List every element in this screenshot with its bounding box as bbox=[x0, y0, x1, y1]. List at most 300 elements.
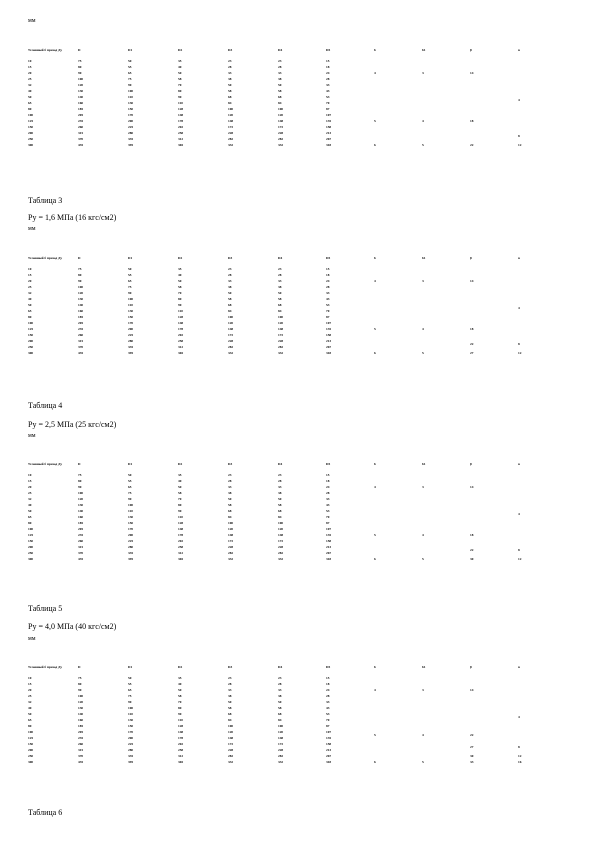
table-cell: 178 bbox=[178, 119, 184, 123]
table-cell: 267 bbox=[326, 551, 332, 555]
table-cell: 43 bbox=[326, 706, 330, 710]
column-header: D5 bbox=[326, 665, 331, 669]
merged-cell-b: 5 bbox=[374, 533, 376, 537]
table-cell: 55 bbox=[128, 273, 132, 277]
table-cell: 250 bbox=[28, 137, 34, 141]
table-cell: 282 bbox=[278, 137, 284, 141]
table-cell: 80 bbox=[28, 724, 32, 728]
column-header: b1 bbox=[422, 256, 426, 260]
table-cell: 53 bbox=[326, 303, 330, 307]
table-cell: 128 bbox=[178, 521, 184, 525]
table-cell: 260 bbox=[78, 539, 84, 543]
table-cell: 87 bbox=[326, 107, 330, 111]
table-cell: 75 bbox=[128, 491, 132, 495]
table-cell: 80 bbox=[78, 273, 82, 277]
table-cell: 135 bbox=[326, 533, 332, 537]
table-cell: 65 bbox=[28, 718, 32, 722]
table-cell: 24 bbox=[326, 71, 330, 75]
table-cell: 50 bbox=[28, 95, 32, 99]
table-cell: 312 bbox=[178, 345, 184, 349]
table-cell: 65 bbox=[128, 279, 132, 283]
table-cell: 10 bbox=[28, 473, 32, 477]
column-header: β bbox=[470, 256, 472, 260]
table-cell: 28 bbox=[278, 65, 282, 69]
table-cell: 24 bbox=[326, 485, 330, 489]
table-cell: 125 bbox=[28, 736, 34, 740]
table-cell: 150 bbox=[128, 724, 134, 728]
merged-cell-beta bbox=[470, 705, 518, 729]
column-header: D2 bbox=[178, 256, 183, 260]
table-cell: 38 bbox=[278, 694, 282, 698]
merged-cell-b bbox=[374, 502, 422, 526]
unit-label: мм bbox=[28, 433, 36, 439]
table-cell: 50 bbox=[28, 509, 32, 513]
table-cell: 20 bbox=[28, 688, 32, 692]
table-cell: 160 bbox=[78, 718, 84, 722]
merged-cell-n bbox=[518, 729, 540, 741]
merged-cell-b bbox=[374, 338, 422, 350]
table-cell: 100 bbox=[228, 724, 234, 728]
table-cell: 172 bbox=[278, 742, 284, 746]
table-cell: 130 bbox=[128, 718, 134, 722]
table-cell: 68 bbox=[278, 509, 282, 513]
column-header: Условный б проход Ду bbox=[28, 256, 63, 260]
table-cell: 120 bbox=[78, 497, 84, 501]
table-cell: 75 bbox=[128, 694, 132, 698]
merged-cell-beta: 18 bbox=[470, 119, 474, 123]
column-header: n bbox=[518, 665, 520, 669]
pressure-rating: Ру = 2,5 МПа (25 кгс/см2) bbox=[28, 420, 117, 429]
table-cell: 100 bbox=[278, 315, 284, 319]
column-header: D bbox=[78, 256, 81, 260]
table-cell: 53 bbox=[326, 509, 330, 513]
column-header: b bbox=[374, 48, 376, 52]
table-cell: 87 bbox=[326, 315, 330, 319]
table-cell: 178 bbox=[178, 327, 184, 331]
table-cell: 228 bbox=[228, 545, 234, 549]
table-cell: 24 bbox=[326, 279, 330, 283]
merged-cell-b bbox=[374, 296, 422, 320]
table-cell: 50 bbox=[278, 700, 282, 704]
table-cell: 135 bbox=[326, 327, 332, 331]
merged-cell-b: 4 bbox=[374, 279, 376, 283]
column-header: Условный б проход Ду bbox=[28, 48, 63, 52]
table-cell: 148 bbox=[228, 119, 234, 123]
table-cell: 205 bbox=[78, 113, 84, 117]
table-cell: 213 bbox=[326, 748, 332, 752]
table-cell: 365 bbox=[178, 557, 184, 561]
table-cell: 28 bbox=[278, 682, 282, 686]
table-cell: 28 bbox=[326, 285, 330, 289]
table-cell: 300 bbox=[28, 143, 34, 147]
table-cell: 130 bbox=[128, 309, 134, 313]
merged-cell-n bbox=[518, 675, 540, 705]
table-cell: 10 bbox=[28, 59, 32, 63]
table-cell: 58 bbox=[178, 491, 182, 495]
table-cell: 120 bbox=[78, 291, 84, 295]
table-cell: 75 bbox=[78, 473, 82, 477]
table-cell: 33 bbox=[278, 688, 282, 692]
table-cell: 225 bbox=[128, 125, 134, 129]
merged-cell-b1 bbox=[422, 741, 470, 753]
table-cell: 100 bbox=[278, 107, 284, 111]
table-cell: 258 bbox=[178, 131, 184, 135]
header-row bbox=[28, 665, 540, 675]
table-cell: 128 bbox=[178, 107, 184, 111]
column-header: D bbox=[78, 665, 81, 669]
merged-cell-n: 8 bbox=[518, 134, 520, 138]
table-cell: 80 bbox=[28, 315, 32, 319]
table-cell: 160 bbox=[78, 101, 84, 105]
merged-cell-b: 4 bbox=[374, 71, 376, 75]
column-header: b bbox=[374, 256, 376, 260]
table-cell: 332 bbox=[228, 760, 234, 764]
column-header: D5 bbox=[326, 48, 331, 52]
table-cell: 24 bbox=[326, 688, 330, 692]
table-cell: 110 bbox=[128, 712, 133, 716]
column-header: n bbox=[518, 256, 520, 260]
table-cell: 68 bbox=[278, 712, 282, 716]
table-cell: 18 bbox=[326, 682, 330, 686]
table-cell: 158 bbox=[326, 539, 332, 543]
merged-cell-n: 12 bbox=[518, 143, 522, 147]
table-cell: 200 bbox=[128, 119, 134, 123]
table-cell: 58 bbox=[228, 89, 232, 93]
table-cell: 65 bbox=[128, 485, 132, 489]
table-cell: 28 bbox=[228, 682, 232, 686]
table-cell: 58 bbox=[278, 297, 282, 301]
table-cell: 90 bbox=[128, 291, 132, 295]
table-cell: 90 bbox=[178, 712, 182, 716]
column-header: D2 bbox=[178, 462, 183, 466]
table-cell: 23 bbox=[278, 267, 282, 271]
table-caption: Таблица 4 bbox=[28, 401, 63, 410]
table-cell: 150 bbox=[128, 107, 134, 111]
column-header: β bbox=[470, 462, 472, 466]
merged-cell-b1 bbox=[422, 130, 470, 142]
table-cell: 150 bbox=[28, 333, 34, 337]
table-cell: 15 bbox=[326, 473, 330, 477]
table-cell: 75 bbox=[128, 77, 132, 81]
table-cell: 50 bbox=[178, 688, 182, 692]
table-cell: 38 bbox=[278, 285, 282, 289]
merged-cell-b1 bbox=[422, 502, 470, 526]
table-cell: 128 bbox=[178, 724, 184, 728]
table-cell: 260 bbox=[78, 333, 84, 337]
table-cell: 25 bbox=[28, 77, 32, 81]
merged-cell-b1 bbox=[422, 544, 470, 556]
merged-cell-b1: 5 bbox=[422, 143, 424, 147]
table-cell: 50 bbox=[178, 279, 182, 283]
table-cell: 435 bbox=[78, 760, 84, 764]
merged-cell-beta: 14 bbox=[470, 688, 474, 692]
table-cell: 202 bbox=[178, 742, 184, 746]
column-header: D5 bbox=[326, 462, 331, 466]
table-cell: 332 bbox=[228, 143, 234, 147]
table-cell: 370 bbox=[78, 551, 84, 555]
table-cell: 50 bbox=[128, 473, 132, 477]
column-header: b1 bbox=[422, 665, 426, 669]
table-cell: 50 bbox=[128, 267, 132, 271]
table-cell: 84 bbox=[278, 309, 282, 313]
table-cell: 130 bbox=[78, 503, 84, 507]
table-cell: 50 bbox=[178, 71, 182, 75]
table-cell: 395 bbox=[128, 557, 134, 561]
table-cell: 40 bbox=[178, 65, 182, 69]
table-cell: 280 bbox=[128, 748, 134, 752]
merged-cell-b1: 4 bbox=[422, 533, 424, 537]
table-cell: 100 bbox=[278, 521, 284, 525]
table-cell: 110 bbox=[128, 95, 133, 99]
table-cell: 205 bbox=[78, 321, 84, 325]
merged-cell-beta: 14 bbox=[470, 279, 474, 283]
table-cell: 50 bbox=[228, 291, 232, 295]
table-cell: 55 bbox=[128, 479, 132, 483]
table-cell: 202 bbox=[178, 539, 184, 543]
table-cell: 84 bbox=[228, 515, 232, 519]
table-cell: 80 bbox=[178, 503, 182, 507]
table-row bbox=[28, 142, 540, 148]
table-cell: 282 bbox=[228, 551, 234, 555]
table-cell: 335 bbox=[128, 137, 134, 141]
merged-cell-n: 4 bbox=[518, 98, 520, 102]
merged-cell-beta: 14 bbox=[470, 485, 474, 489]
table-cell: 160 bbox=[78, 515, 84, 519]
table-cell: 32 bbox=[28, 83, 32, 87]
merged-cell-beta bbox=[470, 130, 518, 142]
table-cell: 135 bbox=[326, 119, 332, 123]
table-cell: 178 bbox=[178, 533, 184, 537]
table-cell: 58 bbox=[278, 503, 282, 507]
column-header: b bbox=[374, 462, 376, 466]
table-cell: 90 bbox=[78, 71, 82, 75]
table-cell: 148 bbox=[228, 533, 234, 537]
column-header: D bbox=[78, 462, 81, 466]
table-cell: 50 bbox=[228, 497, 232, 501]
table-cell: 33 bbox=[326, 291, 330, 295]
merged-cell-n: 4 bbox=[518, 512, 520, 516]
table-cell: 120 bbox=[78, 83, 84, 87]
table-cell: 70 bbox=[326, 718, 330, 722]
table-cell: 213 bbox=[326, 339, 332, 343]
table-cell: 332 bbox=[278, 351, 284, 355]
table-cell: 120 bbox=[278, 321, 284, 325]
table-cell: 100 bbox=[278, 724, 284, 728]
table-cell: 258 bbox=[178, 339, 184, 343]
table-cell: 58 bbox=[178, 285, 182, 289]
unit-label: мм bbox=[28, 636, 36, 642]
table-cell: 80 bbox=[178, 706, 182, 710]
table-cell: 332 bbox=[278, 557, 284, 561]
merged-cell-beta: 22 bbox=[470, 548, 474, 552]
table-cell: 282 bbox=[278, 345, 284, 349]
table-cell: 70 bbox=[178, 291, 182, 295]
table-cell: 75 bbox=[78, 267, 82, 271]
table-cell: 50 bbox=[278, 497, 282, 501]
table-cell: 185 bbox=[78, 724, 84, 728]
table-cell: 28 bbox=[228, 479, 232, 483]
merged-cell-n: 4 bbox=[518, 715, 520, 719]
merged-cell-beta bbox=[470, 88, 518, 112]
merged-cell-b1: 3 bbox=[422, 279, 424, 283]
table-cell: 100 bbox=[28, 527, 34, 531]
table-cell: 70 bbox=[326, 101, 330, 105]
table-cell: 20 bbox=[28, 71, 32, 75]
table-cell: 33 bbox=[228, 485, 232, 489]
table-cell: 80 bbox=[78, 479, 82, 483]
table-cell: 250 bbox=[28, 345, 34, 349]
table-cell: 15 bbox=[28, 65, 32, 69]
merged-cell-b1: 4 bbox=[422, 733, 424, 737]
merged-cell-beta bbox=[470, 502, 518, 526]
table-cell: 178 bbox=[178, 736, 184, 740]
table-cell: 260 bbox=[78, 742, 84, 746]
table-cell: 315 bbox=[78, 748, 84, 752]
table-cell: 120 bbox=[228, 321, 234, 325]
table-cell: 150 bbox=[28, 125, 34, 129]
table-cell: 200 bbox=[28, 748, 34, 752]
table-cell: 25 bbox=[28, 694, 32, 698]
column-header: D1 bbox=[128, 48, 133, 52]
table-cell: 58 bbox=[228, 297, 232, 301]
table-cell: 80 bbox=[178, 89, 182, 93]
table-cell: 225 bbox=[128, 742, 134, 746]
merged-cell-b1: 3 bbox=[422, 71, 424, 75]
merged-cell-b: 5 bbox=[374, 119, 376, 123]
table-cell: 148 bbox=[178, 321, 184, 325]
table-cell: 258 bbox=[178, 545, 184, 549]
merged-cell-b: 6 bbox=[374, 760, 376, 764]
merged-cell-beta: 14 bbox=[470, 71, 474, 75]
table-cell: 35 bbox=[178, 59, 182, 63]
table-cell: 100 bbox=[128, 297, 134, 301]
table-cell: 282 bbox=[278, 754, 284, 758]
table-cell: 395 bbox=[128, 760, 134, 764]
merged-cell-beta: 22 bbox=[470, 342, 474, 346]
column-header: D5 bbox=[326, 256, 331, 260]
table-cell: 365 bbox=[178, 351, 184, 355]
table-cell: 435 bbox=[78, 143, 84, 147]
column-header: n bbox=[518, 48, 520, 52]
merged-cell-b: 4 bbox=[374, 485, 376, 489]
table-cell: 68 bbox=[278, 303, 282, 307]
pressure-rating: Ру = 1,6 МПа (16 кгс/см2) bbox=[28, 213, 117, 222]
table-cell: 40 bbox=[178, 273, 182, 277]
table-cell: 202 bbox=[178, 333, 184, 337]
table-cell: 28 bbox=[326, 77, 330, 81]
merged-cell-b1: 4 bbox=[422, 327, 424, 331]
header-row bbox=[28, 256, 540, 266]
merged-cell-n bbox=[518, 58, 540, 88]
table-cell: 58 bbox=[178, 694, 182, 698]
table-cell: 70 bbox=[326, 309, 330, 313]
table-cell: 228 bbox=[278, 748, 284, 752]
merged-cell-n: 12 bbox=[518, 351, 522, 355]
merged-cell-b1: 4 bbox=[422, 119, 424, 123]
table-cell: 28 bbox=[278, 273, 282, 277]
table-cell: 205 bbox=[78, 730, 84, 734]
merged-cell-n bbox=[518, 266, 540, 296]
table-cell: 170 bbox=[128, 730, 134, 734]
table-cell: 315 bbox=[78, 339, 84, 343]
table-cell: 258 bbox=[178, 748, 184, 752]
table-cell: 213 bbox=[326, 131, 332, 135]
table-cell: 15 bbox=[326, 267, 330, 271]
merged-cell-beta: 33 bbox=[470, 760, 474, 764]
table-cell: 318 bbox=[326, 143, 332, 147]
table-cell: 370 bbox=[78, 345, 84, 349]
table-cell: 43 bbox=[326, 89, 330, 93]
table-cell: 160 bbox=[78, 309, 84, 313]
merged-cell-beta: 30 bbox=[470, 754, 474, 758]
table-cell: 128 bbox=[178, 315, 184, 319]
column-header: D4 bbox=[278, 256, 283, 260]
table-cell: 125 bbox=[28, 327, 34, 331]
table-cell: 148 bbox=[228, 736, 234, 740]
column-header: D4 bbox=[278, 665, 283, 669]
table-cell: 40 bbox=[178, 682, 182, 686]
table-cell: 395 bbox=[128, 143, 134, 147]
table-cell: 100 bbox=[128, 89, 134, 93]
merged-cell-n bbox=[518, 472, 540, 502]
table-cell: 32 bbox=[28, 700, 32, 704]
table-cell: 23 bbox=[228, 267, 232, 271]
table-row bbox=[28, 759, 540, 765]
table-cell: 50 bbox=[228, 700, 232, 704]
merged-cell-b1: 5 bbox=[422, 351, 424, 355]
merged-cell-beta: 22 bbox=[470, 143, 474, 147]
table-cell: 32 bbox=[28, 291, 32, 295]
table-cell: 28 bbox=[326, 491, 330, 495]
table-cell: 100 bbox=[78, 285, 84, 289]
table-cell: 150 bbox=[28, 742, 34, 746]
table-cell: 80 bbox=[28, 107, 32, 111]
table-cell: 107 bbox=[326, 113, 332, 117]
merged-cell-n: 8 bbox=[518, 548, 520, 552]
table-cell: 125 bbox=[28, 533, 34, 537]
table-cell: 80 bbox=[78, 65, 82, 69]
table-cell: 100 bbox=[128, 706, 134, 710]
table-cell: 120 bbox=[228, 113, 234, 117]
table-cell: 312 bbox=[178, 754, 184, 758]
table-cell: 38 bbox=[228, 77, 232, 81]
column-header: β bbox=[470, 48, 472, 52]
table-cell: 65 bbox=[28, 309, 32, 313]
table-cell: 28 bbox=[228, 65, 232, 69]
table-cell: 32 bbox=[28, 497, 32, 501]
table-cell: 28 bbox=[228, 273, 232, 277]
merged-cell-b: 6 bbox=[374, 557, 376, 561]
table-cell: 10 bbox=[28, 267, 32, 271]
table-cell: 33 bbox=[228, 688, 232, 692]
table-cell: 90 bbox=[78, 485, 82, 489]
table-cell: 280 bbox=[128, 545, 134, 549]
table-cell: 58 bbox=[278, 89, 282, 93]
table-cell: 332 bbox=[228, 351, 234, 355]
header-row bbox=[28, 48, 540, 58]
table-cell: 170 bbox=[128, 527, 134, 531]
merged-cell-n bbox=[518, 526, 540, 544]
table-cell: 100 bbox=[78, 77, 84, 81]
table-cell: 185 bbox=[78, 315, 84, 319]
table-cell: 140 bbox=[78, 712, 84, 716]
merged-cell-beta: 22 bbox=[470, 733, 474, 737]
column-header: n bbox=[518, 462, 520, 466]
table-cell: 280 bbox=[128, 339, 134, 343]
table-cell: 158 bbox=[326, 333, 332, 337]
table-cell: 120 bbox=[228, 730, 234, 734]
table-cell: 170 bbox=[128, 113, 134, 117]
